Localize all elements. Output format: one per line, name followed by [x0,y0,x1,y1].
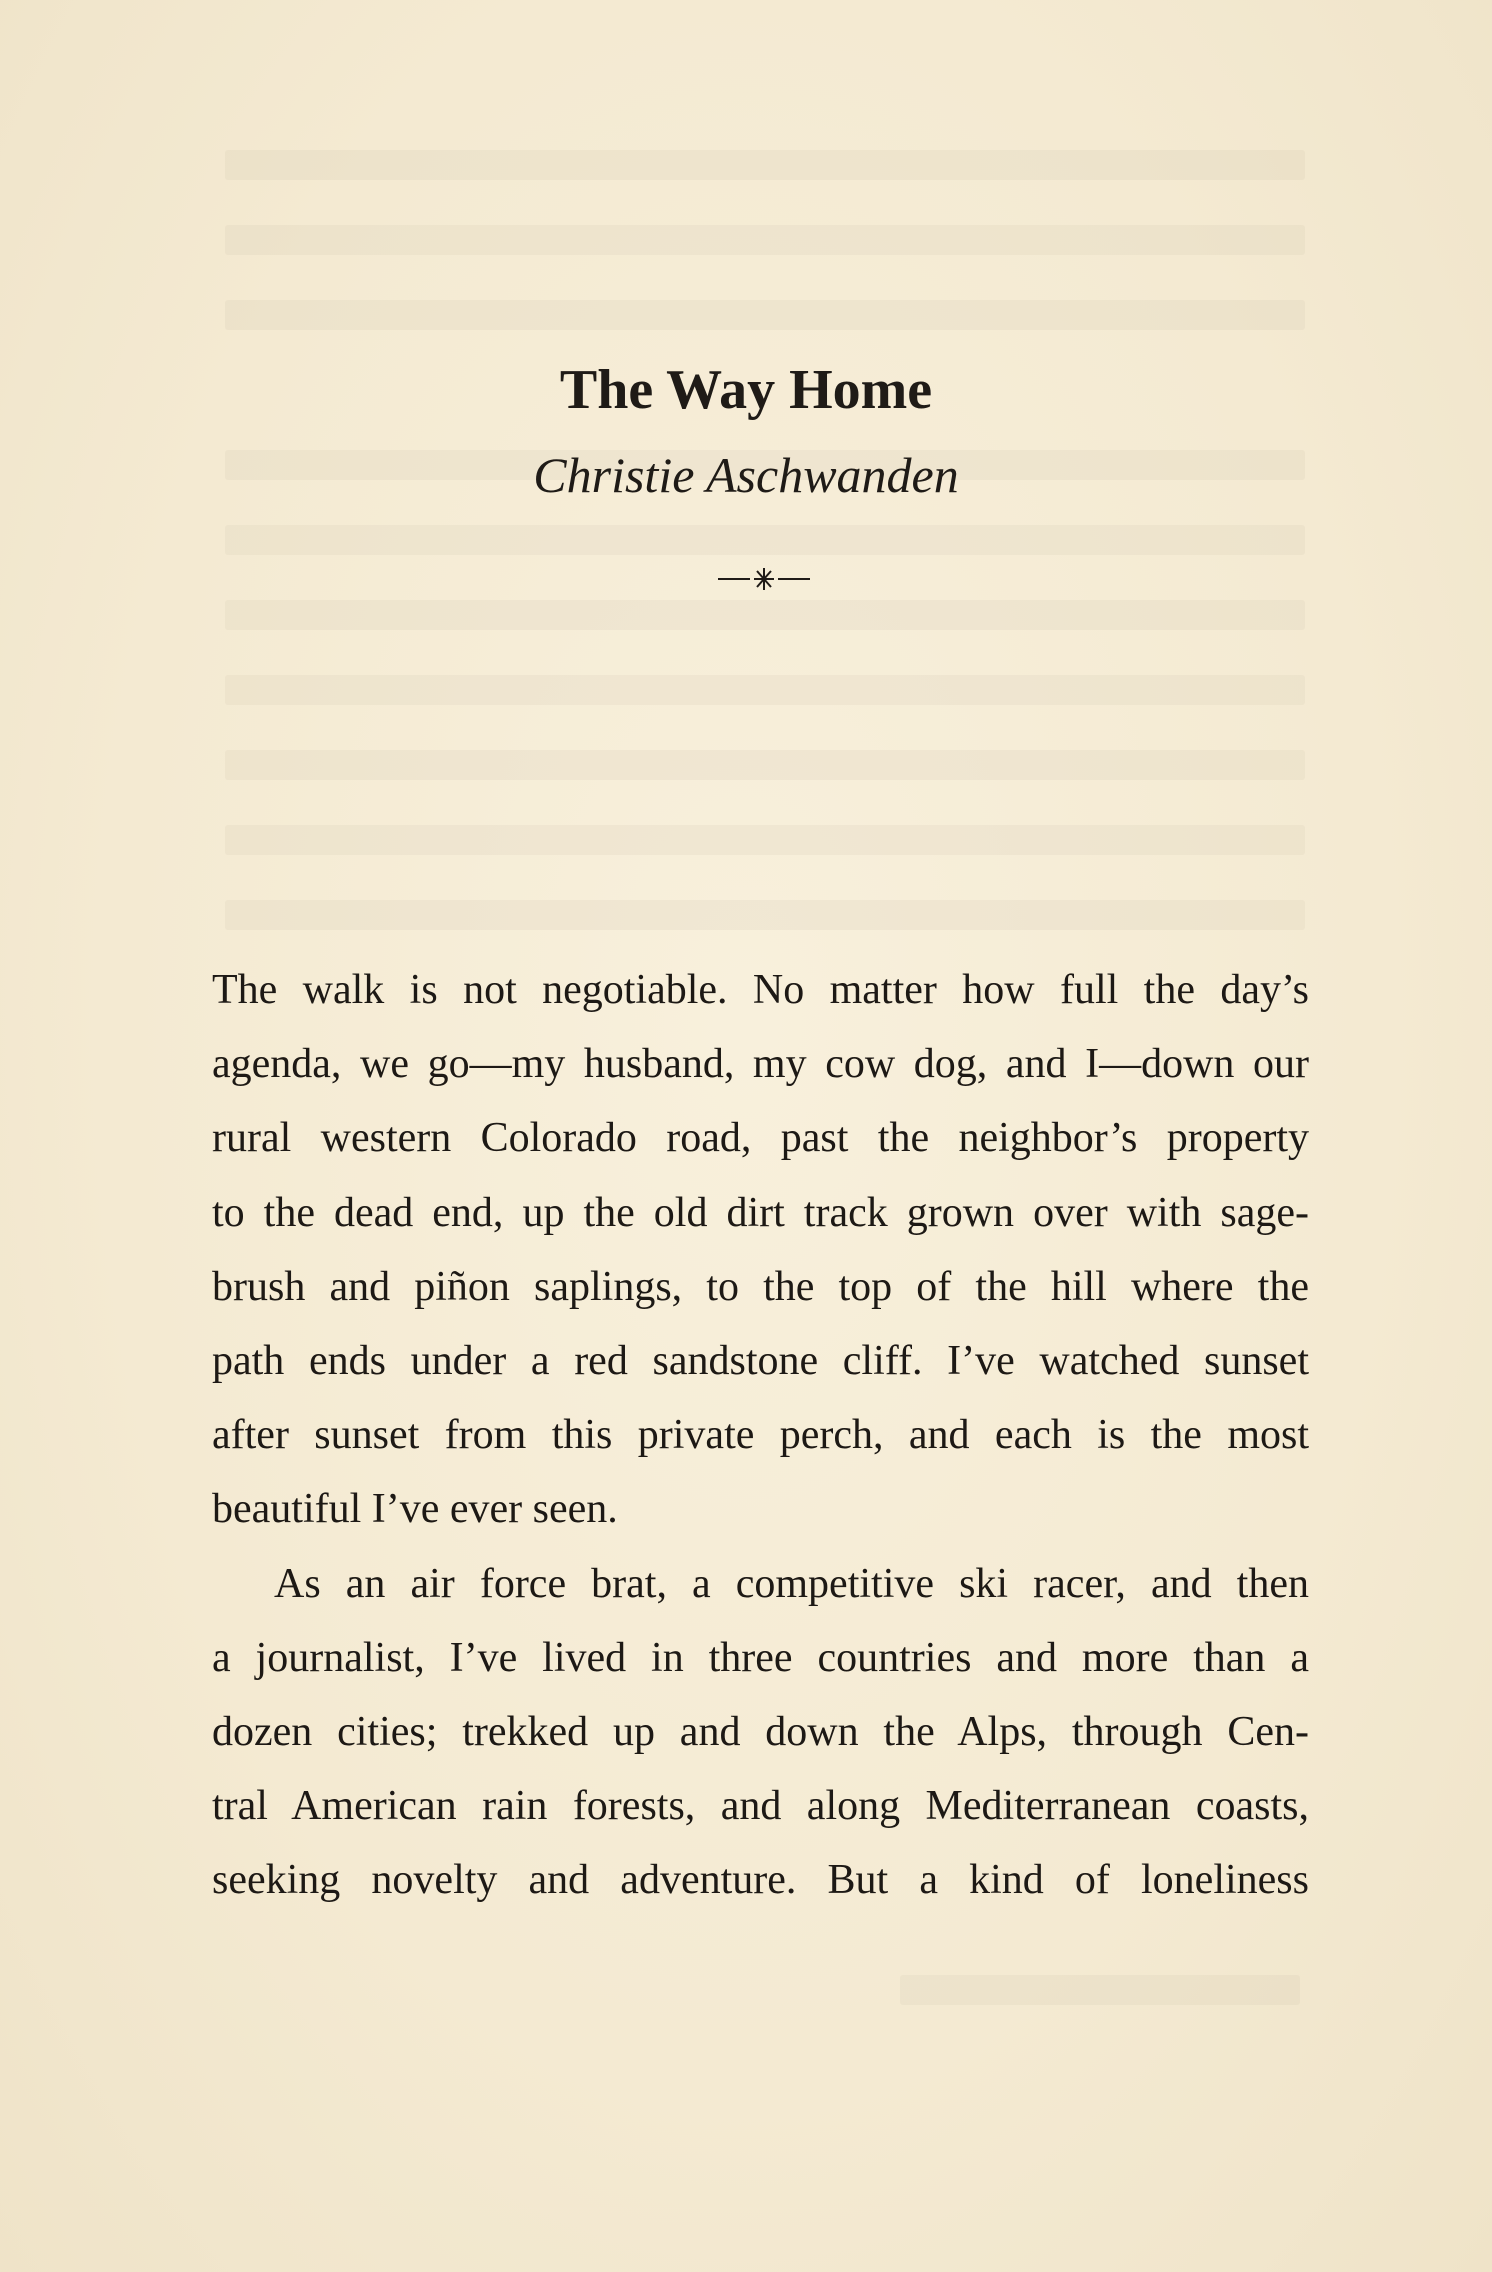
text-line: brush and piñon saplings, to the top of the hill where the [212,1263,1309,1310]
show-through-line [225,525,1305,555]
fleuron-divider-icon [716,566,812,592]
text-line: seeking novelty and adventure. But a kind of loneliness [212,1857,1309,1904]
show-through-line [225,825,1305,855]
show-through-line [225,675,1305,705]
chapter-author: Christie Aschwanden [533,447,959,503]
text-line: dozen cities; trekked up and down the Alps, through Cen- [212,1708,1309,1755]
show-through-line [225,225,1305,255]
text-line: tral American rain forests, and along Mediterranean coasts, [212,1783,1309,1830]
show-through-line [225,600,1305,630]
text-line: beautiful I’ve ever seen. [212,1486,618,1533]
paragraph [212,1547,1309,1918]
text-line: a journalist, I’ve lived in three countries and more than a [212,1634,1309,1681]
chapter-title: The Way Home [559,359,933,421]
chapter-header [0,350,1492,520]
show-through-line [225,750,1305,780]
show-through-line [225,150,1305,180]
text-line: after sunset from this private perch, and each is the most [212,1412,1309,1459]
text-line: agenda, we go—my husband, my cow dog, and I—down our [212,1041,1309,1088]
text-line: The walk is not negotiable. No matter how full the day’s [212,967,1309,1013]
text-line: path ends under a red sandstone cliff. I’ve watched sunset [212,1337,1309,1384]
show-through-line [900,1975,1300,2005]
text-line: As an air force brat, a competitive ski racer, and then [274,1560,1309,1607]
show-through-line [225,300,1305,330]
paragraph [212,953,1309,1547]
essay-body [212,953,1309,1917]
show-through-line [225,900,1305,930]
text-line: to the dead end, up the old dirt track grown over with sage- [212,1189,1309,1236]
text-line: rural western Colorado road, past the neighbor’s property [212,1115,1309,1162]
